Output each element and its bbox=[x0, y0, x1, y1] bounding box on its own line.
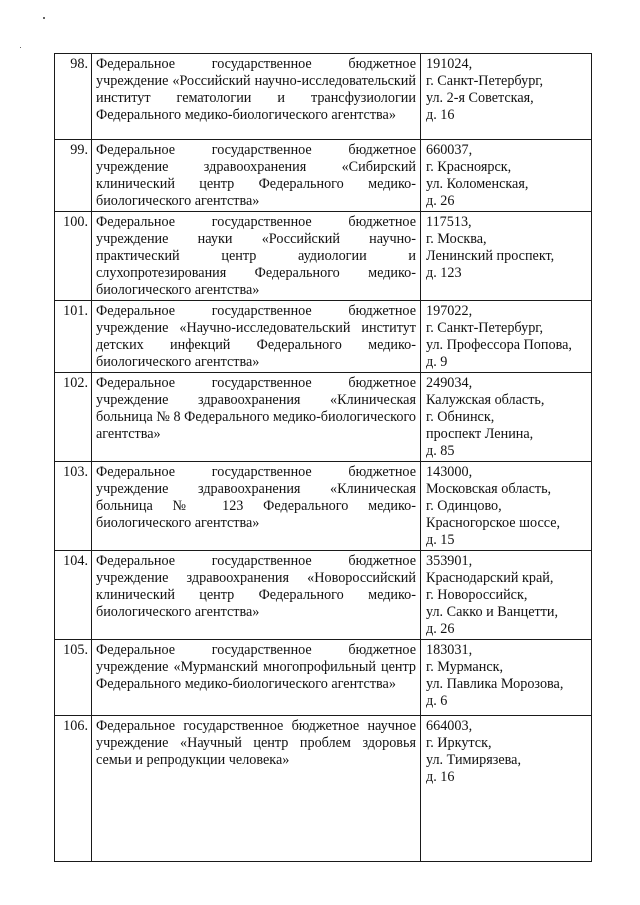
institution-name: Федеральное государственное бюджетное учреждение «Научно-исследовательский институт детских инфекций Федерального медико-биологического агентства» bbox=[92, 301, 421, 373]
address-line: д. 9 bbox=[426, 354, 448, 370]
institution-address bbox=[421, 54, 592, 140]
table-row bbox=[55, 462, 592, 551]
table-row bbox=[55, 140, 592, 212]
institution-address bbox=[421, 551, 592, 640]
address-line: Калужская область, bbox=[426, 392, 545, 408]
row-number: 99. bbox=[55, 140, 92, 212]
address-line: ул. Тимирязева, bbox=[426, 752, 521, 768]
scan-speck bbox=[43, 17, 45, 19]
institution-address bbox=[421, 716, 592, 862]
address-line: Ленинский проспект, bbox=[426, 248, 555, 264]
address-line: д. 123 bbox=[426, 265, 462, 281]
row-number: 98. bbox=[55, 54, 92, 140]
address-line: 353901, bbox=[426, 553, 473, 569]
address-line: г. Новороссийск, bbox=[426, 587, 528, 603]
institution-name: Федеральное государственное бюджетное учреждение здравоохранения «Клиническая больница № 123 Федерального медико-биологического агентства» bbox=[92, 462, 421, 551]
address-line: д. 85 bbox=[426, 443, 455, 459]
row-number: 101. bbox=[55, 301, 92, 373]
table-row bbox=[55, 212, 592, 301]
institution-name: Федеральное государственное бюджетное учреждение здравоохранения «Клиническая больница № 8 Федерального медико-биологического агентства» bbox=[92, 373, 421, 462]
institution-name: Федеральное государственное бюджетное учреждение здравоохранения «Сибирский клинический центр Федерального медико-биологического агентства» bbox=[92, 140, 421, 212]
address-line: Красногорское шоссе, bbox=[426, 515, 561, 531]
address-line: г. Иркутск, bbox=[426, 735, 492, 751]
address-line: д. 26 bbox=[426, 621, 455, 637]
address-line: ул. Коломенская, bbox=[426, 176, 529, 192]
address-line: д. 16 bbox=[426, 107, 455, 123]
address-line: Московская область, bbox=[426, 481, 552, 497]
address-line: Краснодарский край, bbox=[426, 570, 554, 586]
address-line: г. Санкт-Петербург, bbox=[426, 320, 544, 336]
institution-name: Федеральное государственное бюджетное научное учреждение «Научный центр проблем здоровья семьи и репродукции человека» bbox=[92, 716, 421, 862]
institution-name: Федеральное государственное бюджетное учреждение «Российский научно-исследовательский институт гематологии и трансфузиологии Федерального медико-биологического агентства» bbox=[92, 54, 421, 140]
institution-table-body bbox=[55, 54, 592, 862]
address-line: ул. Павлика Морозова, bbox=[426, 676, 564, 692]
address-line: ул. Профессора Попова, bbox=[426, 337, 572, 353]
table-row bbox=[55, 54, 592, 140]
institution-address bbox=[421, 462, 592, 551]
table-row bbox=[55, 716, 592, 862]
address-line: 660037, bbox=[426, 142, 473, 158]
institution-address bbox=[421, 140, 592, 212]
address-line: 197022, bbox=[426, 303, 473, 319]
institution-address bbox=[421, 301, 592, 373]
row-number: 104. bbox=[55, 551, 92, 640]
address-line: ул. 2-я Советская, bbox=[426, 90, 534, 106]
row-number: 106. bbox=[55, 716, 92, 862]
address-line: 183031, bbox=[426, 642, 473, 658]
address-line: 664003, bbox=[426, 718, 473, 734]
table-row bbox=[55, 551, 592, 640]
institution-table bbox=[54, 53, 592, 862]
address-line: г. Обнинск, bbox=[426, 409, 495, 425]
address-line: 249034, bbox=[426, 375, 473, 391]
row-number: 102. bbox=[55, 373, 92, 462]
address-line: 191024, bbox=[426, 56, 473, 72]
institution-address bbox=[421, 212, 592, 301]
table-row bbox=[55, 373, 592, 462]
address-line: г. Санкт-Петербург, bbox=[426, 73, 544, 89]
address-line: г. Москва, bbox=[426, 231, 487, 247]
table-row bbox=[55, 640, 592, 716]
address-line: проспект Ленина, bbox=[426, 426, 534, 442]
address-line: 143000, bbox=[426, 464, 473, 480]
address-line: г. Мурманск, bbox=[426, 659, 504, 675]
scan-speck bbox=[20, 47, 21, 48]
table-row bbox=[55, 301, 592, 373]
institution-address bbox=[421, 373, 592, 462]
row-number: 100. bbox=[55, 212, 92, 301]
institution-name: Федеральное государственное бюджетное учреждение «Мурманский многопрофильный центр Федерального медико-биологического агентства» bbox=[92, 640, 421, 716]
address-line: г. Одинцово, bbox=[426, 498, 502, 514]
row-number: 105. bbox=[55, 640, 92, 716]
address-line: д. 15 bbox=[426, 532, 455, 548]
address-line: д. 26 bbox=[426, 193, 455, 209]
address-line: д. 6 bbox=[426, 693, 448, 709]
address-line: ул. Сакко и Ванцетти, bbox=[426, 604, 559, 620]
institution-name: Федеральное государственное бюджетное учреждение науки «Российский научно-практический центр аудиологии и слухопротезирования Федерального медико-биологического агентства» bbox=[92, 212, 421, 301]
address-line: д. 16 bbox=[426, 769, 455, 785]
institution-name: Федеральное государственное бюджетное учреждение здравоохранения «Новороссийский клинический центр Федерального медико-биологического агентства» bbox=[92, 551, 421, 640]
institution-address bbox=[421, 640, 592, 716]
address-line: г. Красноярск, bbox=[426, 159, 512, 175]
row-number: 103. bbox=[55, 462, 92, 551]
address-line: 117513, bbox=[426, 214, 472, 230]
